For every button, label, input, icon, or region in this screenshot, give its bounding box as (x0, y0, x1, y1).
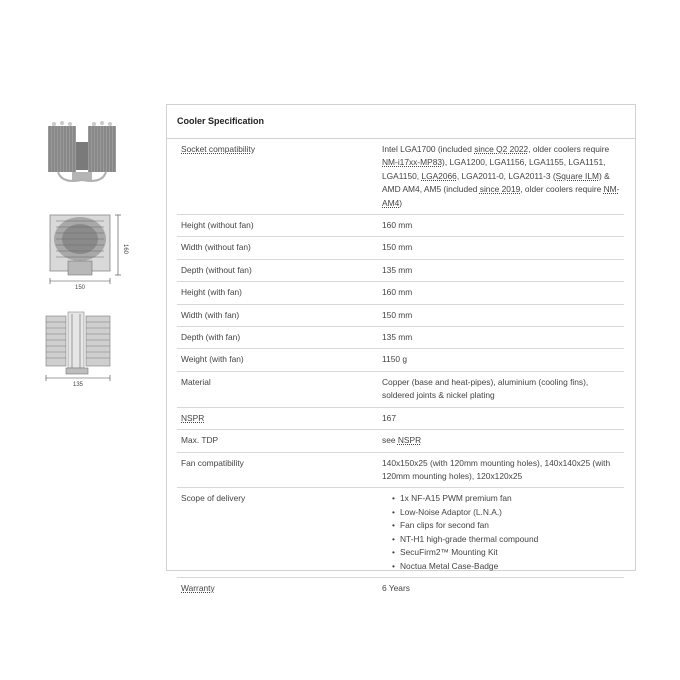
row-label: Fan compatibility (177, 452, 378, 488)
row-label: Height (without fan) (177, 215, 378, 237)
lga2066-link[interactable]: LGA2066 (421, 170, 457, 181)
row-value: 160 mm (378, 215, 624, 237)
row-label: Scope of delivery (177, 488, 378, 578)
spec-row-warranty (177, 578, 624, 600)
nm-am4-link[interactable]: NM-AM4 (382, 184, 620, 208)
socket-compatibility-link[interactable]: Socket compatibility (181, 144, 256, 154)
cooler-specification-panel (166, 104, 636, 594)
spec-row-width-with-fan (177, 304, 624, 326)
warranty-link[interactable]: Warranty (181, 583, 215, 594)
thumbnail-side-dimensions[interactable] (42, 308, 122, 388)
row-value: 167 (378, 407, 624, 429)
row-label: Depth (with fan) (177, 327, 378, 349)
spec-row-fan-compatibility (177, 452, 624, 488)
panel-title: Cooler Specification (177, 116, 265, 126)
spec-row-scope-of-delivery (177, 488, 624, 578)
list-item: • Noctua Metal Case-Badge (392, 560, 620, 574)
row-value: 140x150x25 (with 120mm mounting holes), 140x140x25 (with 120mm mounting holes), 120x120x25 (378, 452, 624, 488)
spec-row-max-tdp (177, 430, 624, 452)
row-value: 150 mm (378, 304, 624, 326)
spec-row-nspr (177, 407, 624, 429)
row-label: Max. TDP (177, 430, 378, 452)
spec-row-material (177, 371, 624, 407)
list-item: • SecuFirm2™ Mounting Kit (392, 546, 620, 560)
dimension-width-label: 150 (74, 285, 86, 291)
dimension-depth-label: 135 (72, 382, 84, 388)
list-item: • 1x NF-A15 PWM premium fan (392, 492, 620, 506)
front-dimension-drawing (42, 209, 134, 291)
row-label: Weight (with fan) (177, 349, 378, 371)
spec-row-depth-without-fan (177, 259, 624, 281)
square-ilm-link[interactable]: Square ILM (555, 170, 599, 181)
row-label: Depth (without fan) (177, 259, 378, 281)
socket-compatibility-value: Intel LGA1700 (included since Q2 2022, older coolers require NM-i17xx-MP83), LGA1200, LGA1156, LGA1155, LGA1151, LGA1150, LGA2066, LGA2011-0, LGA2011-3 (Square ILM) & AMD AM4, AM5 (included since 2019, older coolers require NM-AM4) (378, 139, 624, 215)
row-value: 150 mm (378, 237, 624, 259)
spec-row-width-without-fan (177, 237, 624, 259)
row-label: Width (without fan) (177, 237, 378, 259)
see-nspr-link[interactable]: NSPR (397, 435, 422, 446)
thumbnail-cooler-photo[interactable] (42, 112, 122, 188)
row-value: 135 mm (378, 327, 624, 349)
side-dimension-drawing (42, 308, 122, 388)
spec-row-height-with-fan (177, 282, 624, 304)
dimension-height-label: 160 (122, 243, 128, 255)
row-value: 6 Years (382, 583, 410, 594)
spec-row-depth-with-fan (177, 327, 624, 349)
row-value: 1150 g (378, 349, 624, 371)
nm-i17xx-mp83-link[interactable]: NM-i17xx-MP83 (382, 157, 443, 168)
row-value: 160 mm (378, 282, 624, 304)
row-label: Height (with fan) (177, 282, 378, 304)
row-value: 135 mm (378, 259, 624, 281)
row-label: Material (177, 371, 378, 407)
row-label: Width (with fan) (177, 304, 378, 326)
spec-row-socket (177, 139, 624, 215)
list-item: • Low-Noise Adaptor (L.N.A.) (392, 506, 620, 520)
list-item: • Fan clips for second fan (392, 519, 620, 533)
thumbnail-front-dimensions[interactable] (42, 209, 134, 291)
delivery-list (382, 492, 620, 573)
since-2019-link[interactable]: since 2019 (479, 184, 521, 195)
row-value: see NSPR (378, 430, 624, 452)
specification-table (177, 139, 624, 600)
spec-row-height-without-fan (177, 215, 624, 237)
since-q2-2022-link[interactable]: since Q2 2022 (474, 144, 529, 154)
row-value: Copper (base and heat-pipes), aluminium (cooling fins), soldered joints & nickel plating (378, 371, 624, 407)
nspr-link[interactable]: NSPR (181, 412, 205, 423)
cooler-photo-image (42, 112, 122, 188)
spec-row-weight-with-fan (177, 349, 624, 371)
list-item: • NT-H1 high-grade thermal compound (392, 533, 620, 547)
